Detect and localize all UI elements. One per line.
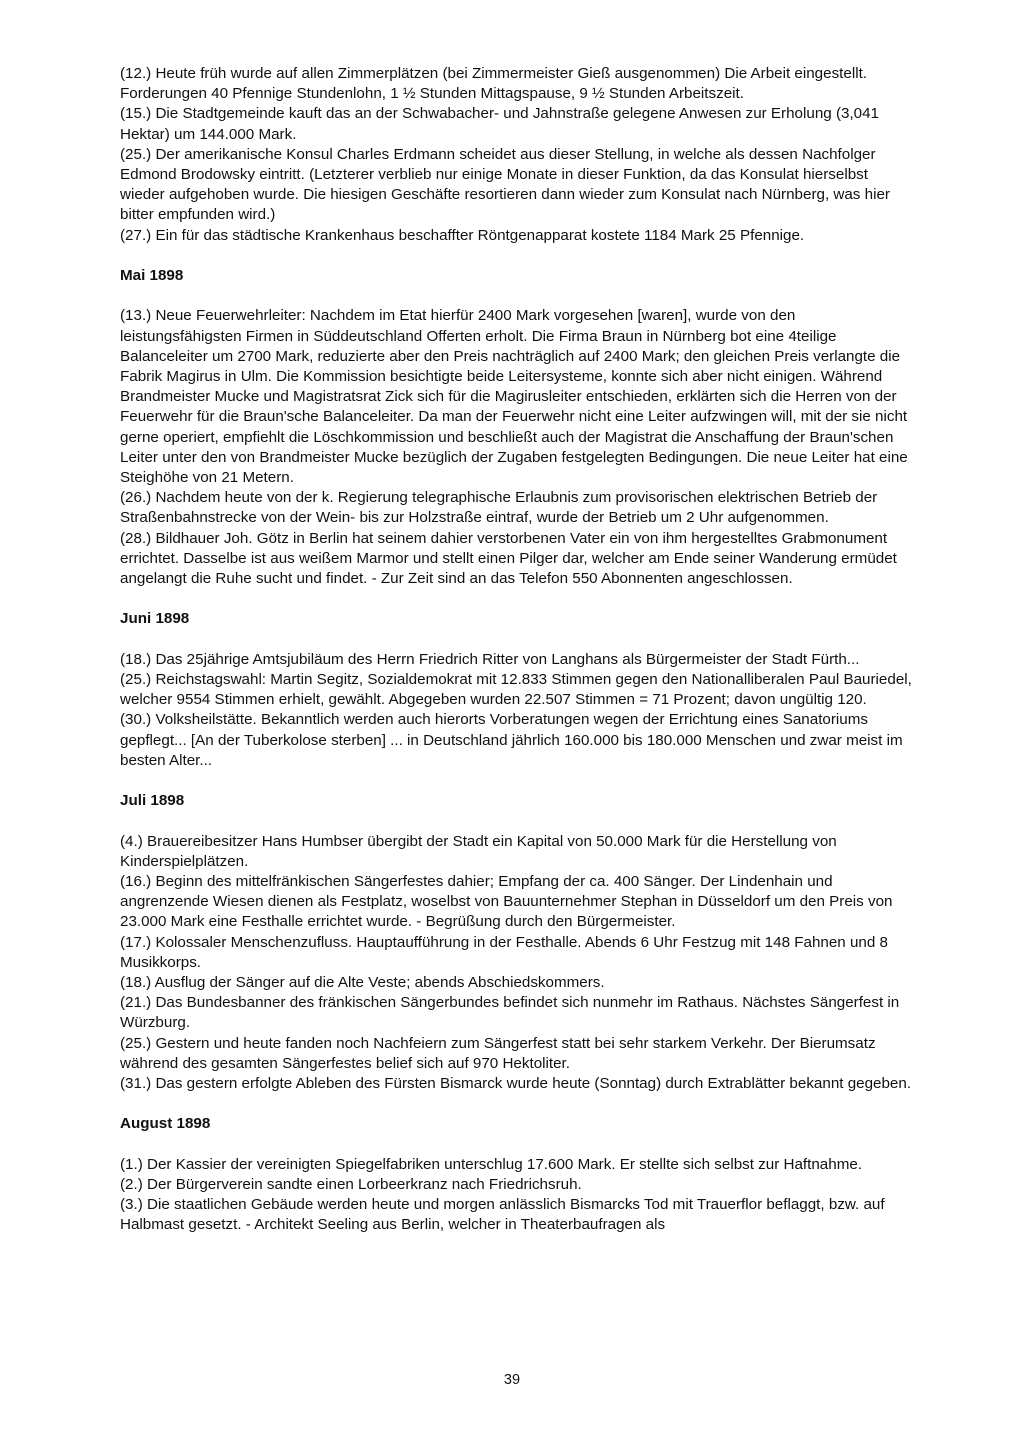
chronicle-entry: (28.) Bildhauer Joh. Götz in Berlin hat seinem dahier verstorbenen Vater ein von ihm hergestelltes Grabmonument errichtet. Dasselbe ist aus weißem Marmor und stellt einen Pilger dar, welcher am Ende seiner Wanderung ermüdet angelangt die Ruhe sucht und findet. - Zur Zeit sind an das Telefon 550 Abonnenten angeschlossen. — [120, 529, 897, 588]
chronicle-entry: (15.) Die Stadtgemeinde kauft das an der Schwabacher- und Jahnstraße gelegene Anwesen zur Erholung (3,041 Hektar) um 144.000 Mark. — [120, 105, 880, 143]
page-number: 39 — [503, 1372, 521, 1388]
chronicle-entry: (25.) Gestern und heute fanden noch Nachfeiern zum Sängerfest statt bei sehr starkem Verkehr. Der Bierumsatz während des gesamten Sängerfestes belief sich auf 970 Hektoliter. — [120, 1034, 876, 1072]
chronicle-entry: (16.) Beginn des mittelfränkischen Sängerfestes dahier; Empfang der ca. 400 Sänger. Der Lindenhain und angrenzende Wiesen dienen als Festplatz, woselbst von Bauunternehmer Stephan in Düsseldorf um den Preis von 23.000 Mark eine Festhalle errichtet wurde. - Begrüßung durch den Bürgermeister. — [120, 873, 893, 931]
month-heading: August 1898 — [120, 1115, 211, 1133]
chronicle-entry: (18.) Ausflug der Sänger auf die Alte Veste; abends Abschiedskommers. — [120, 974, 605, 992]
month-heading: Mai 1898 — [120, 267, 184, 285]
chronicle-entry: (13.) Neue Feuerwehrleiter: Nachdem im Etat hierfür 2400 Mark vorgesehen [waren], wurde von den leistungsfähigsten Firmen in Süddeutschland Offerten erholt. Die Firma Braun in Nürnberg bot eine 4teilige Balanceleiter um 2700 Mark, reduzierte aber den Preis nachträglich auf 2400 Mark; den gleichen Preis verlangte die Fabrik Magirus in Ulm. Die Kommission besichtigte beide Leitersysteme, konnte sich aber nicht einigen. Während Brandmeister Mucke und Magistratsrat Zick sich für die Magirusleiter entschieden, erklärten sich die Herren von der Feuerwehr für die Braun'sche Balanceleiter. Da man der Feuerwehr nicht eine Leiter aufzwingen will, mit der sie nicht gerne operiert, empfiehlt die Löschkommission und beschließt auch der Magistrat die Anschaffung der Braun'schen Leiter unter den von Brandmeister Mucke bezüglich der Zugaben festgelegten Bedingungen. Die neue Leiter hat eine Steighöhe von 21 Metern. — [120, 307, 908, 487]
chronicle-entry: (18.) Das 25jährige Amtsjubiläum des Herrn Friedrich Ritter von Langhans als Bürgermeister der Stadt Fürth... — [120, 650, 860, 668]
document-content — [120, 64, 912, 1236]
chronicle-entry: (25.) Reichstagswahl: Martin Segitz, Sozialdemokrat mit 12.833 Stimmen gegen den Nationalliberalen Paul Bauriedel, welcher 9554 Stimmen erhielt, gewählt. Abgegeben wurden 22.507 Stimmen = 71 Prozent; davon ungültig 120. — [120, 671, 912, 709]
chronicle-entry: (31.) Das gestern erfolgte Ableben des Fürsten Bismarck wurde heute (Sonntag) durch Extrablätter bekannt gegeben. — [120, 1075, 912, 1093]
chronicle-entry: (17.) Kolossaler Menschenzufluss. Hauptaufführung in der Festhalle. Abends 6 Uhr Festzug mit 148 Fahnen und 8 Musikkorps. — [120, 933, 888, 971]
chronicle-entry: (3.) Die staatlichen Gebäude werden heute und morgen anlässlich Bismarcks Tod mit Trauerflor beflaggt, bzw. auf Halbmast gesetzt. - Architekt Seeling aus Berlin, welcher in Theaterbaufragen als — [120, 1196, 885, 1234]
chronicle-entry: (12.) Heute früh wurde auf allen Zimmerplätzen (bei Zimmermeister Gieß ausgenommen) Die Arbeit eingestellt. Forderungen 40 Pfennige Stundenlohn, 1 ½ Stunden Mittagspause, 9 ½ Stunden Arbeitszeit. — [120, 65, 868, 103]
month-heading: Juli 1898 — [120, 792, 185, 810]
chronicle-entry: (21.) Das Bundesbanner des fränkischen Sängerbundes befindet sich nunmehr im Rathaus. Nächstes Sängerfest in Würzburg. — [120, 994, 900, 1032]
chronicle-entry: (4.) Brauereibesitzer Hans Humbser übergibt der Stadt ein Kapital von 50.000 Mark für die Herstellung von Kinderspielplätzen. — [120, 832, 837, 870]
chronicle-entry: (30.) Volksheilstätte. Bekanntlich werden auch hierorts Vorberatungen wegen der Errichtung eines Sanatoriums gepflegt... [An der Tuberkolose sterben] ... in Deutschland jährlich 160.000 bis 180.000 Menschen und zwar meist im besten Alter... — [120, 711, 903, 769]
chronicle-entry: (1.) Der Kassier der vereinigten Spiegelfabriken unterschlug 17.600 Mark. Er stellte sich selbst zur Haftnahme. — [120, 1155, 863, 1173]
chronicle-entry: (26.) Nachdem heute von der k. Regierung telegraphische Erlaubnis zum provisorischen elektrischen Betrieb der Straßenbahnstrecke von der Wein- bis zur Holzstraße eintraf, wurde der Betrieb um 2 Uhr aufgenommen. — [120, 489, 878, 527]
chronicle-entry: (25.) Der amerikanische Konsul Charles Erdmann scheidet aus dieser Stellung, in welche als dessen Nachfolger Edmond Brodowsky eintritt. (Letzterer verblieb nur einige Monate in dieser Funktion, da das Konsulat hierselbst wieder aufgehoben wurde. Die hiesigen Geschäfte resortieren dann wieder zum Konsulat nach Nürnberg, was hier bitter empfunden wird.) — [120, 145, 890, 224]
chronicle-entry: (27.) Ein für das städtische Krankenhaus beschaffter Röntgenapparat kostete 1184 Mark 25 Pfennige. — [120, 226, 805, 244]
month-heading: Juni 1898 — [120, 610, 190, 628]
chronicle-entry: (2.) Der Bürgerverein sandte einen Lorbeerkranz nach Friedrichsruh. — [120, 1176, 582, 1194]
